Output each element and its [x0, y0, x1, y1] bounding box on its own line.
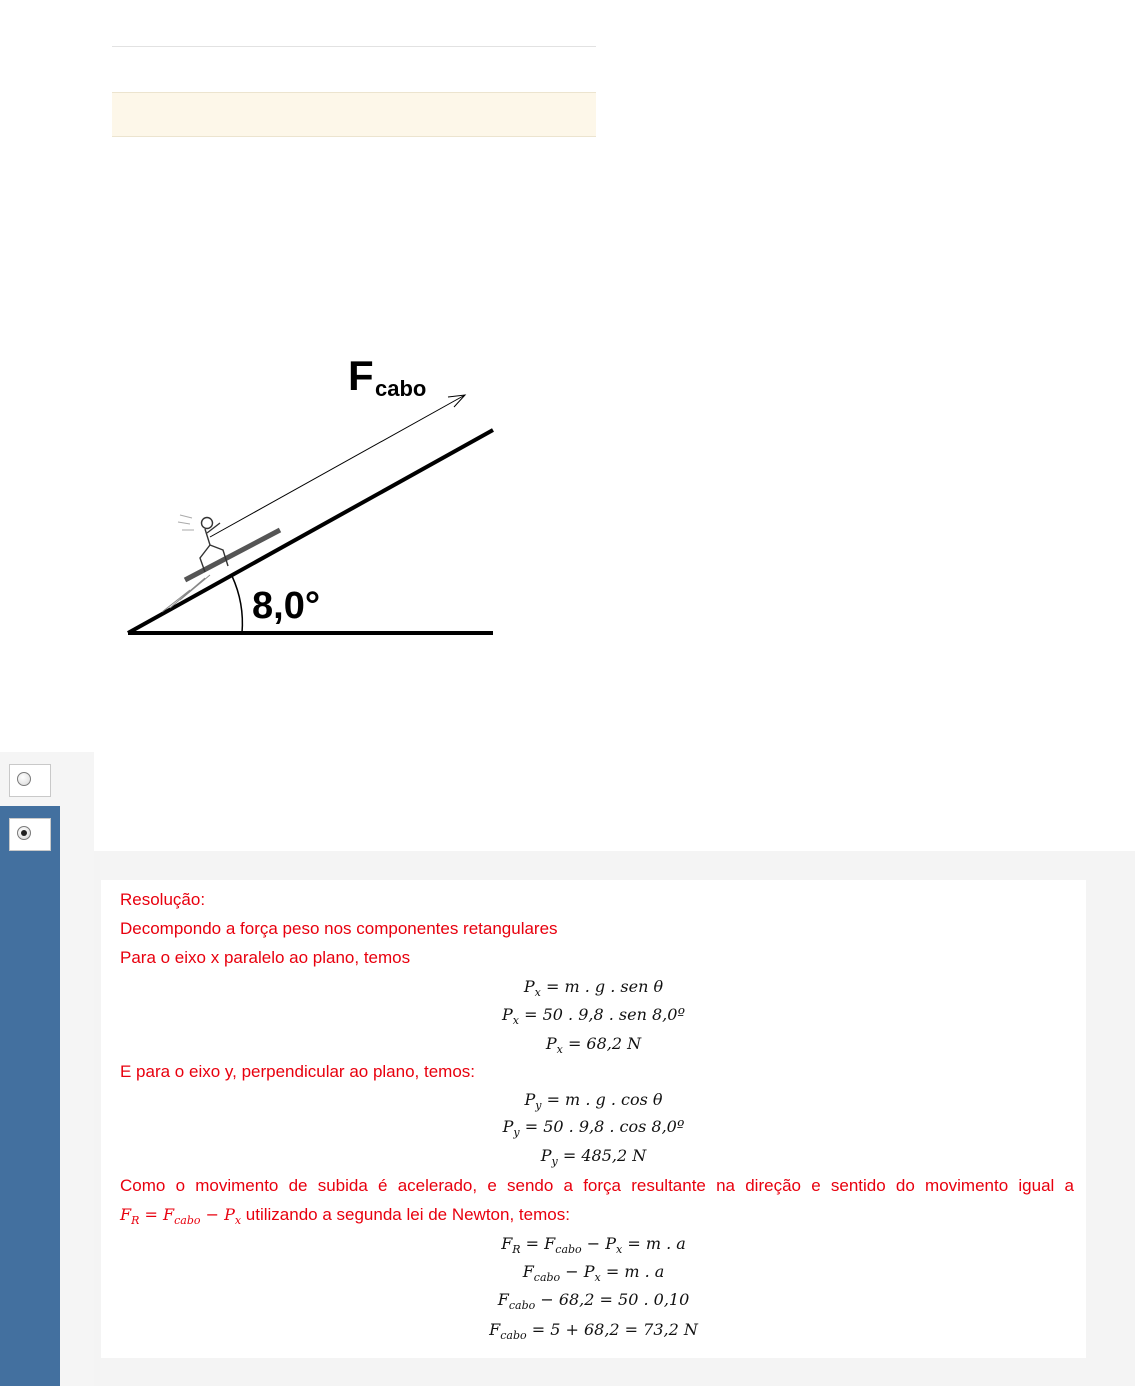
eq-py-3: $P_y = 485,2$ N: [540, 1146, 647, 1169]
resolution-line-2: Para o eixo x paralelo ao plano, temos: [120, 948, 411, 967]
selected-answer-indicator: [0, 806, 60, 1386]
eq-py-2: $P_y = 50$ . 9,8 . cos 8,0º: [502, 1117, 685, 1140]
angle-label: 8,0°: [252, 585, 321, 627]
highlight-bar: [112, 92, 596, 137]
eq-newton-1: $F_R = F_{cabo} - P_x = m$ . a: [501, 1234, 686, 1257]
resolution-panel: [101, 880, 1086, 1358]
force-label-subscript: cabo: [375, 376, 427, 401]
resolution-line-1: Decompondo a força peso nos componentes retangulares: [120, 919, 558, 938]
resolution-line-4: Como o movimento de subida é acelerado, e sendo a força resultante na direção e sentido do movimento igual a: [120, 1176, 1074, 1195]
answer-option-radio-2[interactable]: [9, 818, 51, 851]
eq-newton-3: $F_{cabo} - 68,2 = 50$ . 0,10: [497, 1290, 690, 1313]
eq-newton-2: $F_{cabo} - P_x = m$ . a: [522, 1262, 665, 1285]
force-label: F: [348, 352, 374, 399]
eq-newton-4: $F_{cabo} = 5 + 68,2 = 73,2$ N: [489, 1320, 698, 1343]
radio-dot: [21, 830, 27, 836]
eq-py-1: $P_y = m$ . g . cos θ: [524, 1090, 663, 1113]
eq-px-3: $P_x = 68,2$ N: [545, 1034, 642, 1057]
radio-unselected-icon: [17, 772, 31, 786]
top-divider: [112, 46, 596, 47]
resolution-title: Resolução:: [120, 890, 206, 909]
resolution-line-3: E para o eixo y, perpendicular ao plano, temos:: [120, 1062, 476, 1081]
inclined-plane-figure: [110, 340, 510, 650]
eq-px-2: $P_x = 50$ . 9,8 . sen 8,0º: [502, 1005, 685, 1028]
eq-px-1: $P_x = m$ . g . sen θ: [523, 977, 664, 1000]
angle-arc: [232, 576, 242, 633]
radio-selected-icon: [17, 826, 31, 840]
resolution-line-5: $F_R = F_{cabo} - P_x$ utilizando a segunda lei de Newton, temos:: [120, 1205, 570, 1228]
answer-option-radio-1[interactable]: [9, 764, 51, 797]
